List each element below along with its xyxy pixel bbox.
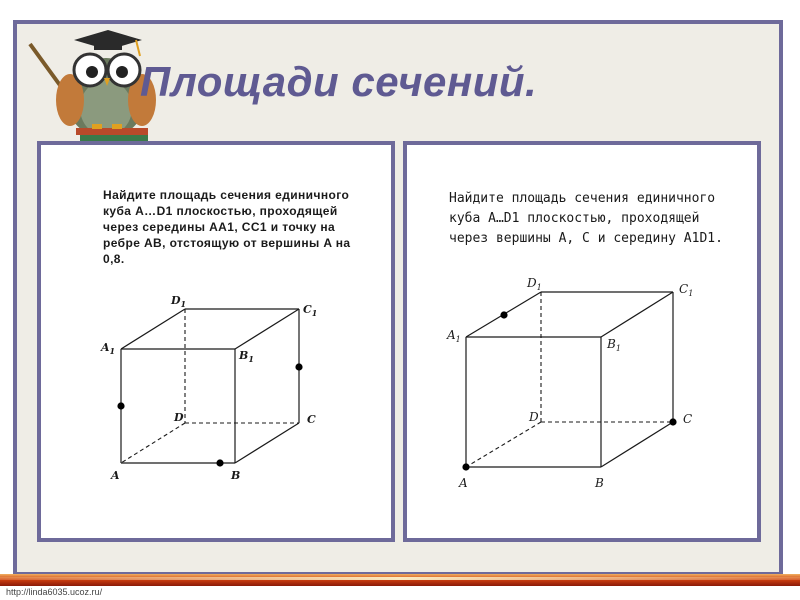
label-a: A	[459, 476, 468, 490]
label-d1: $D_1$	[527, 276, 542, 292]
point-a	[462, 463, 469, 470]
label-c: C	[683, 412, 693, 426]
label-a1: $A_1$	[101, 341, 116, 356]
label-c: C	[307, 413, 316, 426]
point-mid-a1d1	[500, 311, 507, 318]
label-c1: $C_1$	[679, 282, 694, 298]
label-d: D	[529, 410, 539, 424]
slide-title: Площади сечений.	[140, 58, 538, 105]
label-a1: $A_1$	[447, 328, 461, 344]
bottom-decor-bar	[0, 574, 800, 586]
label-b1: $B_1$	[239, 349, 254, 364]
label-b1: $B_1$	[607, 337, 621, 353]
source-url[interactable]: http://linda6035.ucoz.ru/	[6, 587, 103, 597]
task-text-right: Найдите площадь сечения единичного куба A…D1 плоскостью, проходящей через вершины A, C и середину A1D1.	[449, 191, 723, 246]
cube-diagram-right	[407, 145, 757, 538]
label-a: A	[111, 469, 120, 482]
point-mid-cc1	[295, 363, 302, 370]
label-b: B	[595, 476, 604, 490]
point-c	[669, 418, 676, 425]
label-d1: $D_1$	[171, 294, 187, 309]
point-on-ab	[216, 459, 223, 466]
task-panel-right	[403, 141, 761, 542]
task-panel-left	[37, 141, 395, 542]
label-c1: $C_1$	[303, 303, 318, 318]
task-text-left: Найдите площадь сечения единичного куба A…D1 плоскостью, проходящей через середины AA1, CC1 и точку на ребре AB, отстоящую от вершины A на 0,8.	[103, 188, 351, 266]
label-b: B	[231, 469, 241, 482]
point-mid-aa1	[117, 402, 124, 409]
cube-diagram-left	[41, 145, 391, 538]
label-d: D	[174, 411, 184, 424]
